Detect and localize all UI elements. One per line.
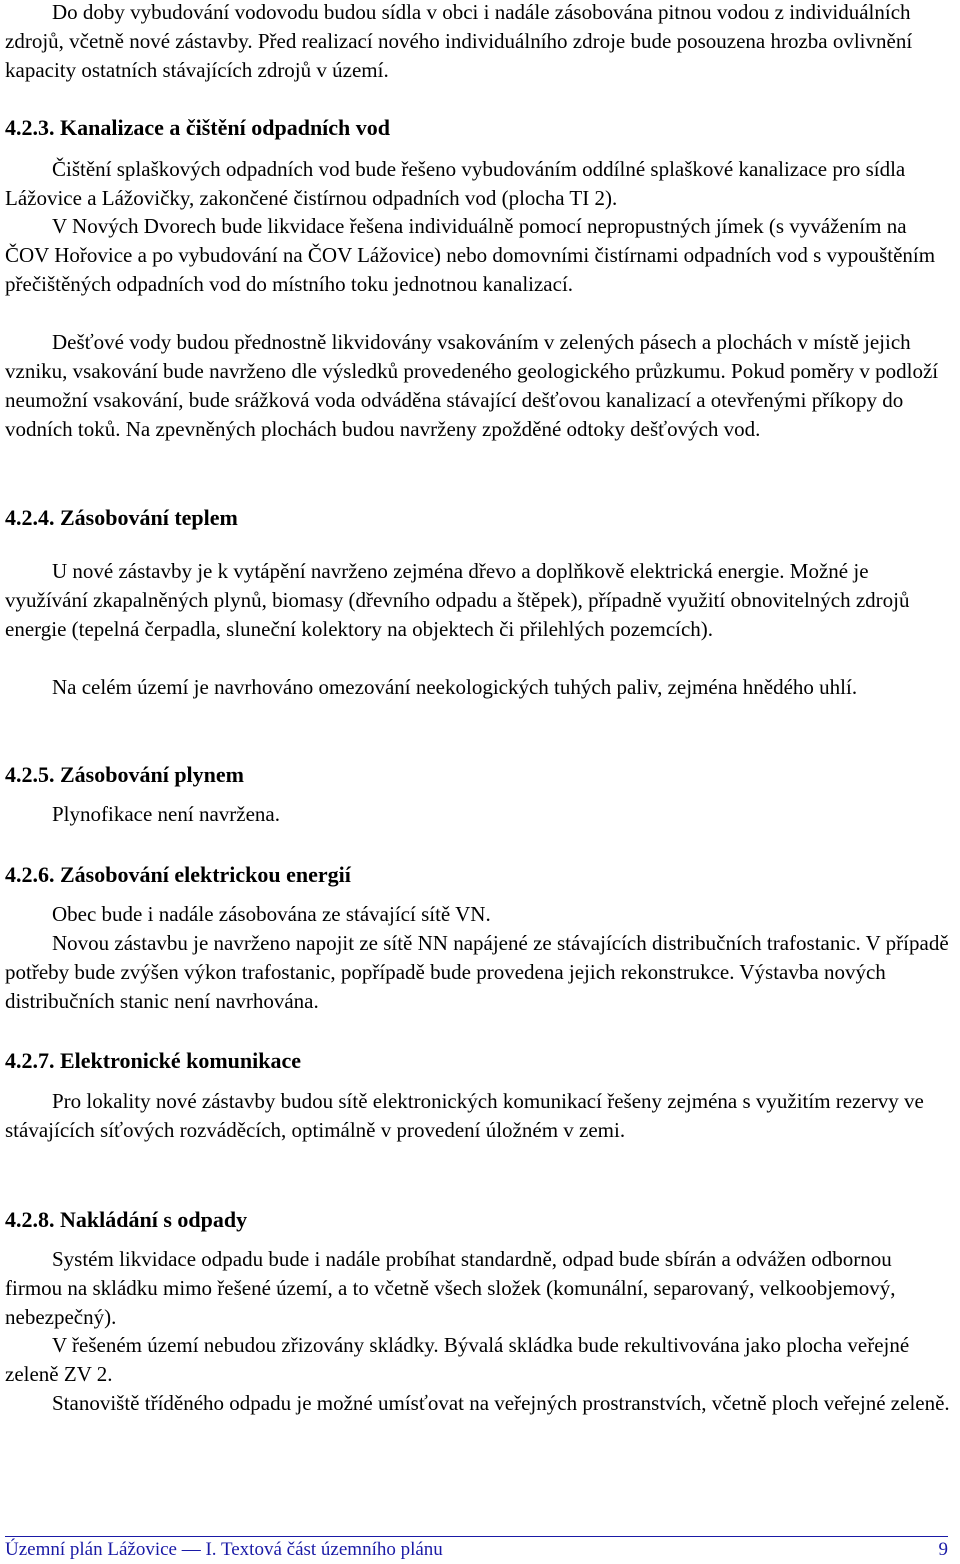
footer-divider xyxy=(5,1536,948,1537)
section-4-2-3-paragraph-2: V Nových Dvorech bude likvidace řešena individuálně pomocí nepropustných jímek (s vyvážením na ČOV Hořovice a po vybudování na ČOV Lážovice) nebo domovními čistírnami odpadních vod s vypouštěním přečištěných odpadních vod do místního toku jednotnou kanalizací. xyxy=(5,214,936,296)
section-heading-4-2-6: 4.2.6. Zásobování elektrickou energií xyxy=(5,862,351,887)
section-4-2-8-paragraph-3: Stanoviště tříděného odpadu je možné umísťovat na veřejných prostranstvích, včetně ploch veřejné zeleně. xyxy=(52,1391,950,1415)
section-heading-4-2-7: 4.2.7. Elektronické komunikace xyxy=(5,1048,302,1073)
section-4-2-6-paragraph-1: Obec bude i nadále zásobována ze stávající sítě VN. xyxy=(52,902,491,926)
section-4-2-8-paragraph-2: V řešeném území nebudou zřizovány skládky. Bývalá skládka bude rekultivována jako plocha veřejné zeleně ZV 2. xyxy=(5,1333,910,1386)
footer-page-number: 9 xyxy=(938,1539,948,1560)
section-heading-4-2-5: 4.2.5. Zásobování plynem xyxy=(5,762,244,787)
section-4-2-8-paragraph-1: Systém likvidace odpadu bude i nadále probíhat standardně, odpad bude sbírán a odvážen odbornou firmou na skládku mimo řešené území, a to včetně všech složek (komunální, separovaný, velkoobjemový, nebezpečný). xyxy=(5,1247,896,1329)
footer-title: Územní plán Lážovice — I. Textová část územního plánu xyxy=(5,1539,443,1560)
section-4-2-4-paragraph-1: U nové zástavby je k vytápění navrženo zejména dřevo a doplňkově elektrická energie. Možné je využívání zkapalněných plynů, biomasy (dřevního odpadu a štěpek), případně využití obnovitelných zdrojů energie (tepelná čerpadla, sluneční kolektory na objektech či přilehlých pozemcích). xyxy=(5,559,910,641)
section-4-2-3-paragraph-1: Čištění splaškových odpadních vod bude řešeno vybudováním oddílné splaškové kanalizace pro sídla Lážovice a Lážovičky, zakončené čistírnou odpadních vod (plocha TI 2). xyxy=(5,157,906,210)
section-4-2-6-paragraph-2: Novou zástavbu je navrženo napojit ze sítě NN napájené ze stávajících distribučních trafostanic. V případě potřeby bude zvýšen výkon trafostanic, popřípadě bude provedena jejich rekonstrukce. Výstavba nových distribučních stanic není navrhována. xyxy=(5,931,949,1013)
section-heading-4-2-3: 4.2.3. Kanalizace a čištění odpadních vod xyxy=(5,115,391,140)
page-footer xyxy=(5,1538,948,1562)
section-4-2-3-paragraph-3: Dešťové vody budou přednostně likvidovány vsakováním v zelených pásech a plochách v místě jejich vzniku, vsakování bude navrženo dle výsledků provedeného geologického průzkumu. Pokud poměry v podloží neumožní vsakování, bude srážková voda odváděna stávající dešťovou kanalizací a otevřenými příkopy do vodních toků. Na zpevněných plochách budou navrženy zpožděné odtoky dešťových vod. xyxy=(5,330,939,441)
intro-paragraph: Do doby vybudování vodovodu budou sídla v obci i nadále zásobována pitnou vodou z individuálních zdrojů, včetně nové zástavby. Před realizací nového individuálního zdroje bude posouzena hrozba ovlivnění kapacity ostatních stávajících zdrojů v území. xyxy=(5,0,913,82)
section-4-2-4-paragraph-2: Na celém území je navrhováno omezování neekologických tuhých paliv, zejména hnědého uhlí. xyxy=(52,675,858,699)
section-4-2-5-paragraph-1: Plynofikace není navržena. xyxy=(52,802,280,826)
section-heading-4-2-8: 4.2.8. Nakládání s odpady xyxy=(5,1207,248,1232)
section-heading-4-2-4: 4.2.4. Zásobování teplem xyxy=(5,505,238,530)
section-4-2-7-paragraph-1: Pro lokality nové zástavby budou sítě elektronických komunikací řešeny zejména s využitím rezervy ve stávajících síťových rozváděcích, optimálně v provedení úložném v zemi. xyxy=(5,1089,924,1142)
